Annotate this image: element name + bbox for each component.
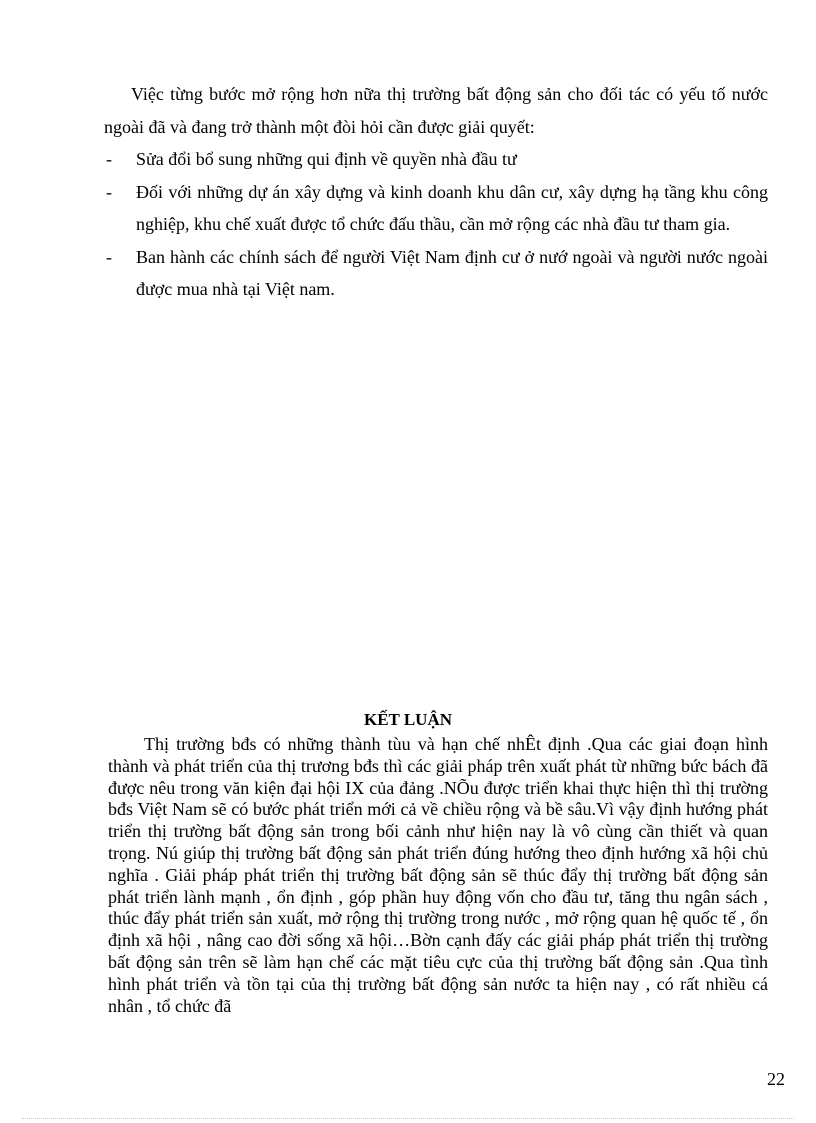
bullet-item [104,143,768,176]
bullet-text: Ban hành các chính sách để người Việt Nam định cư ở nướ ngoài và người nước ngoài được mua nhà tại Việt nam. [136,246,768,299]
page-number: 22 [767,1069,785,1089]
bullet-dash: - [106,181,112,202]
bullet-text: Đối với những dự án xây dựng và kinh doanh khu dân cư, xây dựng hạ tầng khu công nghiệp, khu chế xuất được tổ chức đấu thầu, cần mở rộng các nhà đầu tư tham gia. [136,181,768,234]
bullet-dash: - [106,246,112,267]
bullet-item [104,176,768,241]
bullet-dash: - [106,149,112,169]
bullet-list [104,143,768,306]
page-bottom-divider [22,1118,794,1119]
conclusion-heading: KẾT LUẬN [363,710,452,729]
intro-paragraph: Việc từng bước mở rộng hơn nữa thị trường bất động sản cho đối tác có yếu tố nước ngoài đã và đang trở thành một đòi hỏi cần được giải quyết: [104,84,768,137]
bullet-text: Sửa đổi bổ sung những qui định về quyền nhà đầu tư [136,149,517,169]
bullet-item [104,241,768,306]
foreign-investment-section [104,78,768,306]
conclusion-paragraph: Thị trường bđs có những thành tùu và hạn chế nhÊt định .Qua các giai đoạn hình thành và phát triển của thị trương bđs thì các giải pháp trên xuất phát từ những bức bách đã được nêu trong văn kiện đại hội IX của đảng .NÕu được triển khai thực hiện thì thị trường bđs Việt Nam sẽ có bước phát triển mới cả về chiều rộng và bề sâu.Vì vậy định hướng phát triển thị trường bất động sản trong bối cảnh như hiện nay là vô cùng cần thiết và quan trọng. Nú giúp thị trường bất động sản phát triển đúng hướng theo định hướng xã hội chủ nghĩa . Giải pháp phát triển thị trường bất động sản sẽ thúc đẩy thị trường bất động sản phát triển lành mạnh , ổn định , góp phần huy động vốn cho đầu tư, tăng thu ngân sách , thúc đẩy phát triển sản xuất, mở rộng thị trường trong nước , mở rộng quan hệ quốc tế , ổn định xã hội , nâng cao đời sống xã hội…Bờn cạnh đấy các giải pháp phát triển thị trường bất động sản trên sẽ làm hạn chế các mặt tiêu cực của thị trường bất động sản .Qua tình hình phát triển và tồn tại của thị trường bất động sản nước ta hiện nay , có rất nhiều cá nhân , tổ chức đã [108,734,768,1016]
